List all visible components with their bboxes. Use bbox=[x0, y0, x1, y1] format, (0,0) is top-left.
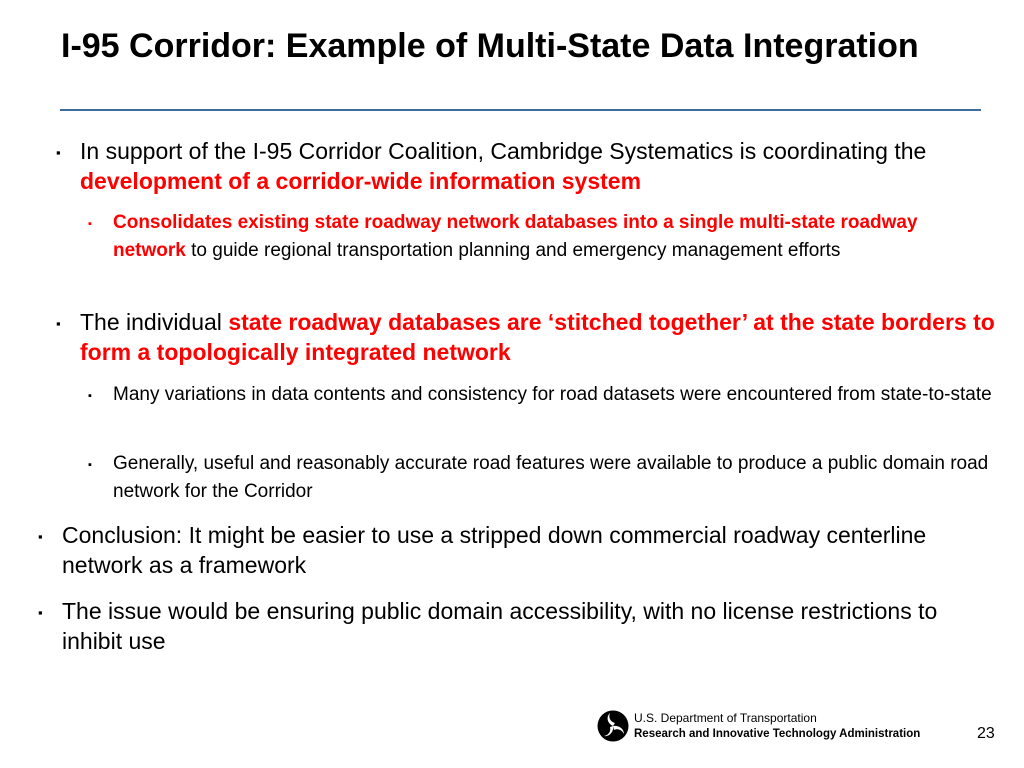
slide-title: I-95 Corridor: Example of Multi-State Data Integration bbox=[61, 27, 919, 65]
dot-logo-icon bbox=[597, 710, 629, 742]
bullet-icon: ▪ bbox=[38, 529, 43, 544]
bullet-icon: ▪ bbox=[56, 145, 61, 160]
bullet-2-1: ▪ Many variations in data contents and consistency for road datasets were encountered from state-to-state bbox=[113, 381, 993, 409]
bullet-4: ▪ The issue would be ensuring public domain accessibility, with no license restrictions to inhibit use bbox=[38, 598, 938, 654]
footer-department: U.S. Department of Transportation bbox=[634, 711, 817, 725]
bullet-icon: ▪ bbox=[38, 605, 43, 620]
footer-administration: Research and Innovative Technology Administration bbox=[634, 728, 921, 740]
bullet-icon: ▪ bbox=[88, 218, 92, 230]
bullet-icon: ▪ bbox=[56, 316, 61, 331]
bullet-2: ▪ The individual state roadway databases are ‘stitched together’ at the state borders to form a topologically integrated network bbox=[56, 309, 995, 365]
bullet-icon: ▪ bbox=[88, 459, 92, 471]
bullet-2-2: ▪ Generally, useful and reasonably accurate road features were available to produce a public domain road network for the Corridor bbox=[88, 453, 989, 502]
page-number: 23 bbox=[977, 725, 995, 742]
bullet-1: ▪ In support of the I-95 Corridor Coalition, Cambridge Systematics is coordinating the development of a corridor-wide information system bbox=[56, 138, 927, 194]
bullet-3: ▪ Conclusion: It might be easier to use a stripped down commercial roadway centerline network as a framework bbox=[38, 522, 927, 578]
bullet-1-1: ▪ Consolidates existing state roadway network databases into a single multi-state roadway network to guide regional transportation planning and emergency management efforts bbox=[88, 212, 918, 261]
bullet-icon: ▪ bbox=[88, 390, 92, 402]
title-underline bbox=[60, 109, 981, 111]
